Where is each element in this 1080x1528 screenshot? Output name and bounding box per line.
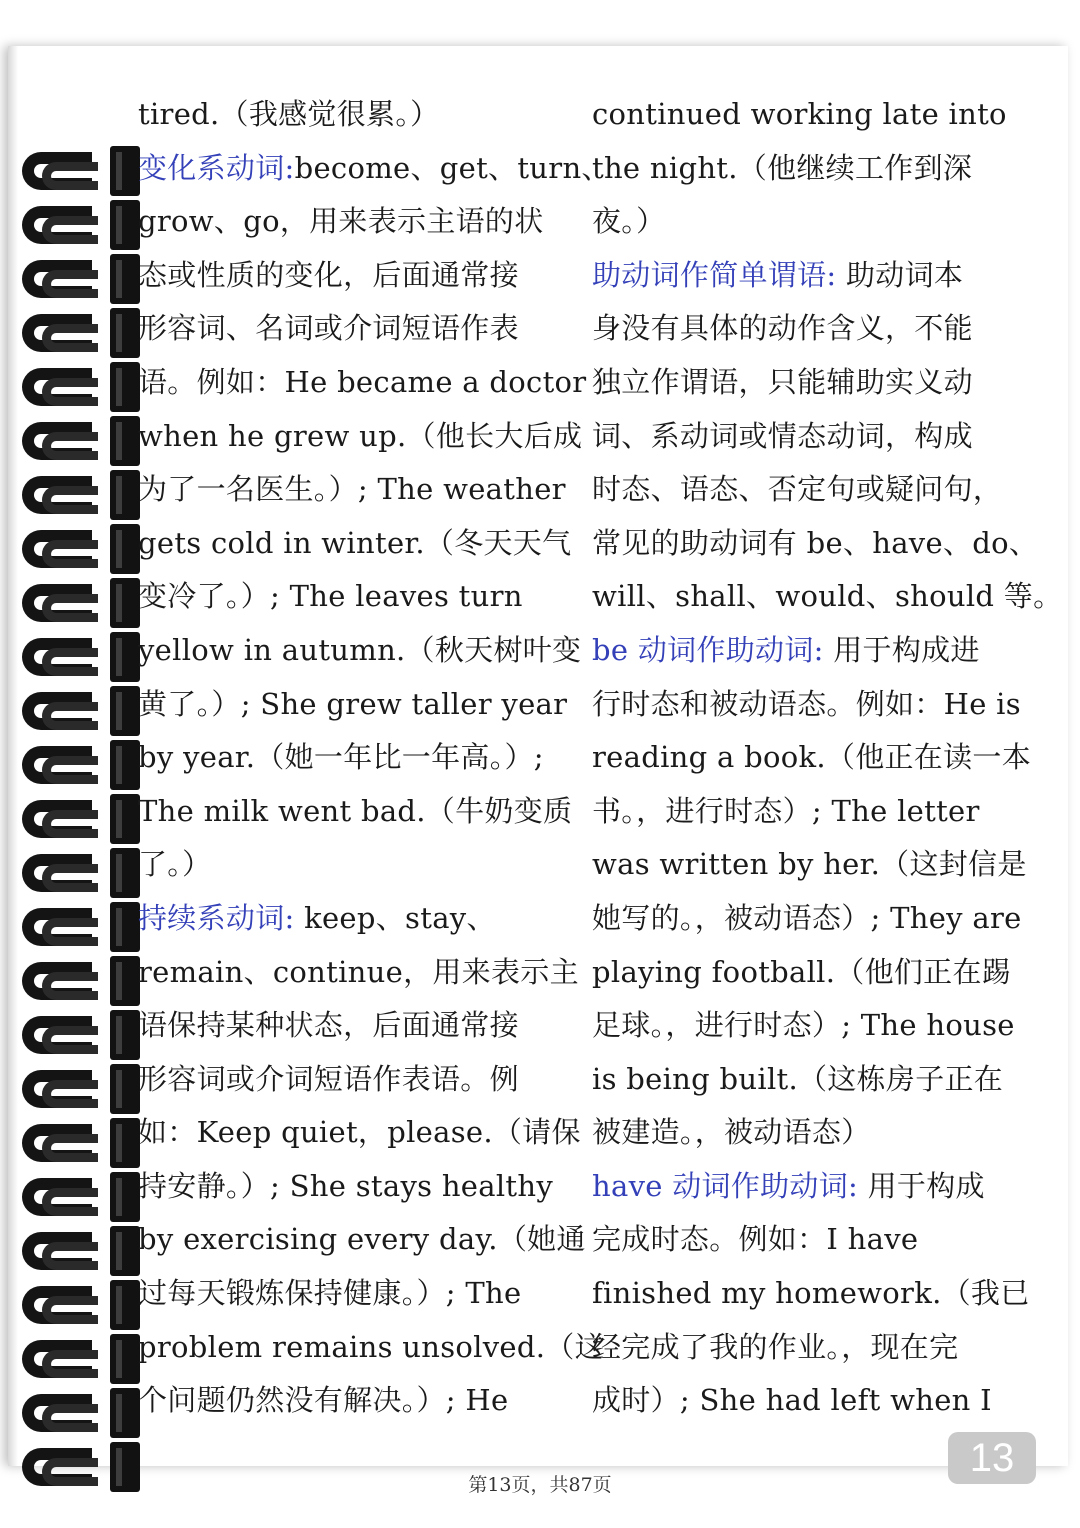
spiral-ring bbox=[18, 956, 143, 1008]
spiral-ring bbox=[18, 1334, 143, 1386]
text-line bbox=[592, 88, 1032, 142]
body-text: 被建造。，被动语态） bbox=[592, 1115, 871, 1150]
body-text: 书。，进行时态）; The letter bbox=[592, 793, 980, 828]
body-text: 持安静。）; She stays healthy bbox=[138, 1168, 554, 1203]
text-line bbox=[592, 892, 1032, 946]
text-line bbox=[592, 356, 1032, 410]
body-text: reading a book.（他正在读一本 bbox=[592, 740, 1031, 775]
text-line bbox=[138, 838, 578, 892]
spiral-ring bbox=[18, 578, 143, 630]
body-text: 足球。，进行时态）; The house bbox=[592, 1008, 1015, 1043]
text-line bbox=[592, 731, 1032, 785]
body-text: 如：Keep quiet，please.（请保 bbox=[138, 1115, 581, 1150]
text-line bbox=[592, 1267, 1032, 1321]
text-line bbox=[592, 1374, 1032, 1428]
text-line bbox=[592, 517, 1039, 571]
text-line bbox=[138, 517, 578, 571]
text-line bbox=[592, 785, 1032, 839]
spiral-ring bbox=[18, 308, 143, 360]
spiral-ring bbox=[18, 1064, 143, 1116]
body-text: 夜。） bbox=[592, 204, 666, 239]
body-text: 经完成了我的作业。，现在完 bbox=[592, 1329, 959, 1364]
section-heading: 持续系动词: bbox=[138, 900, 295, 935]
text-line bbox=[138, 946, 578, 1000]
body-text: 形容词或介词短语作表语。例 bbox=[138, 1061, 519, 1096]
body-text: will、shall、would、should 等。 bbox=[592, 579, 1063, 614]
body-text: 过每天锻炼保持健康。）; The bbox=[138, 1276, 522, 1311]
text-line bbox=[138, 88, 578, 142]
body-text: playing football.（他们正在踢 bbox=[592, 954, 1012, 989]
body-text: was written by her.（这封信是 bbox=[592, 847, 1027, 882]
text-line bbox=[592, 1213, 1032, 1267]
text-line bbox=[592, 570, 1063, 624]
text-line bbox=[138, 249, 578, 303]
text-line bbox=[138, 1053, 578, 1107]
spiral-ring bbox=[18, 524, 143, 576]
section-heading: be 动词作助动词: bbox=[592, 632, 824, 667]
body-text: 身没有具体的动作含义，不能 bbox=[592, 311, 973, 346]
body-text: tired.（我感觉很累。） bbox=[138, 97, 440, 131]
text-line bbox=[138, 463, 578, 517]
body-text: by exercising every day.（她通 bbox=[138, 1222, 586, 1257]
spiral-ring bbox=[18, 1010, 143, 1062]
body-text: 词、系动词或情态动词，构成 bbox=[592, 418, 973, 453]
text-line bbox=[138, 1213, 586, 1267]
body-text: when he grew up.（他长大后成 bbox=[138, 418, 583, 453]
spiral-binding bbox=[18, 146, 143, 1516]
spiral-ring bbox=[18, 1280, 143, 1332]
text-line bbox=[138, 892, 578, 946]
spiral-ring bbox=[18, 470, 143, 522]
spiral-ring bbox=[18, 686, 143, 738]
spiral-ring bbox=[18, 902, 143, 954]
text-line bbox=[592, 410, 1032, 464]
body-text: 黄了。）; She grew taller year bbox=[138, 686, 568, 721]
spiral-ring bbox=[18, 146, 143, 198]
text-line bbox=[592, 463, 1032, 517]
spiral-ring bbox=[18, 848, 143, 900]
body-text: 完成时态。例如：I have bbox=[592, 1222, 919, 1257]
body-text: problem remains unsolved.（这 bbox=[138, 1329, 604, 1364]
section-heading: have 动词作助动词: bbox=[592, 1168, 859, 1203]
body-text: yellow in autumn.（秋天树叶变 bbox=[138, 632, 582, 667]
text-line bbox=[592, 999, 1032, 1053]
spiral-ring bbox=[18, 416, 143, 468]
text-line bbox=[592, 624, 1032, 678]
spiral-ring bbox=[18, 1172, 143, 1224]
body-text: 语保持某种状态，后面通常接 bbox=[138, 1008, 519, 1043]
text-line bbox=[592, 195, 1032, 249]
body-text: 时态、语态、否定句或疑问句， bbox=[592, 472, 1003, 507]
body-text: 她写的。，被动语态）; They are bbox=[592, 900, 1022, 935]
section-heading: 变化系动词: bbox=[138, 150, 295, 185]
text-line bbox=[138, 785, 578, 839]
body-text: 助动词本 bbox=[836, 257, 964, 292]
page-number-badge: 13 bbox=[948, 1432, 1036, 1484]
text-line bbox=[592, 1053, 1032, 1107]
spiral-ring bbox=[18, 632, 143, 684]
text-line bbox=[138, 999, 578, 1053]
text-line bbox=[592, 249, 1032, 303]
text-line bbox=[592, 1321, 1032, 1375]
spiral-ring bbox=[18, 1226, 143, 1278]
body-text: 行时态和被动语态。例如：He is bbox=[592, 686, 1021, 721]
body-text: 为了一名医生。）; The weather bbox=[138, 472, 566, 507]
text-line bbox=[138, 1374, 578, 1428]
text-line bbox=[138, 302, 578, 356]
text-line bbox=[138, 570, 578, 624]
spiral-ring bbox=[18, 794, 143, 846]
left-text-column bbox=[138, 88, 611, 1428]
spiral-ring bbox=[18, 254, 143, 306]
text-line bbox=[138, 678, 578, 732]
right-text-column bbox=[592, 88, 1063, 1428]
body-text: grow、go，用来表示主语的状 bbox=[138, 204, 544, 239]
spiral-ring bbox=[18, 362, 143, 414]
body-text: 形容词、名词或介词短语作表 bbox=[138, 311, 519, 346]
text-line bbox=[138, 1160, 578, 1214]
text-line bbox=[138, 1267, 578, 1321]
text-line bbox=[592, 946, 1032, 1000]
text-line bbox=[138, 624, 582, 678]
text-line bbox=[138, 1321, 604, 1375]
text-line bbox=[592, 1106, 1032, 1160]
body-text: remain、continue，用来表示主 bbox=[138, 954, 579, 989]
spiral-ring bbox=[18, 200, 143, 252]
text-line bbox=[592, 678, 1032, 732]
text-line bbox=[592, 302, 1032, 356]
body-text: The milk went bad.（牛奶变质 bbox=[138, 793, 573, 828]
body-text: gets cold in winter.（冬天天气 bbox=[138, 525, 572, 560]
body-text: 态或性质的变化，后面通常接 bbox=[138, 257, 519, 292]
text-line bbox=[138, 142, 611, 196]
spiral-ring bbox=[18, 1118, 143, 1170]
body-text: continued working late into bbox=[592, 97, 1007, 131]
body-text: 变冷了。）; The leaves turn bbox=[138, 579, 523, 614]
body-text: by year.（她一年比一年高。）; bbox=[138, 740, 544, 775]
body-text: 成时）; She had left when I bbox=[592, 1383, 992, 1418]
text-line bbox=[138, 1106, 581, 1160]
text-line bbox=[592, 838, 1032, 892]
body-text: finished my homework.（我已 bbox=[592, 1276, 1030, 1311]
body-text: the night.（他继续工作到深 bbox=[592, 150, 973, 185]
body-text: 用于构成 bbox=[858, 1168, 985, 1203]
body-text: 语。例如：He became a doctor bbox=[138, 364, 587, 399]
section-heading: 助动词作简单谓语: bbox=[592, 257, 837, 292]
page-footer: 第13页，共87页 bbox=[468, 1474, 612, 1496]
text-line bbox=[592, 1160, 1032, 1214]
text-line bbox=[138, 731, 578, 785]
text-line bbox=[138, 356, 587, 410]
body-text: 常见的助动词有 be、have、do、 bbox=[592, 525, 1039, 560]
body-text: 独立作谓语，只能辅助实义动 bbox=[592, 364, 973, 399]
text-line bbox=[592, 142, 1032, 196]
text-line bbox=[138, 410, 583, 464]
body-text: 个问题仍然没有解决。）; He bbox=[138, 1383, 509, 1418]
body-text: keep、stay、 bbox=[294, 900, 496, 935]
text-line bbox=[138, 195, 578, 249]
spiral-ring bbox=[18, 1388, 143, 1440]
body-text: 用于构成进 bbox=[823, 632, 980, 667]
body-text: 了。） bbox=[138, 847, 212, 882]
body-text: become、get、turn、 bbox=[294, 150, 611, 185]
body-text: is being built.（这栋房子正在 bbox=[592, 1061, 1004, 1096]
spiral-ring bbox=[18, 740, 143, 792]
